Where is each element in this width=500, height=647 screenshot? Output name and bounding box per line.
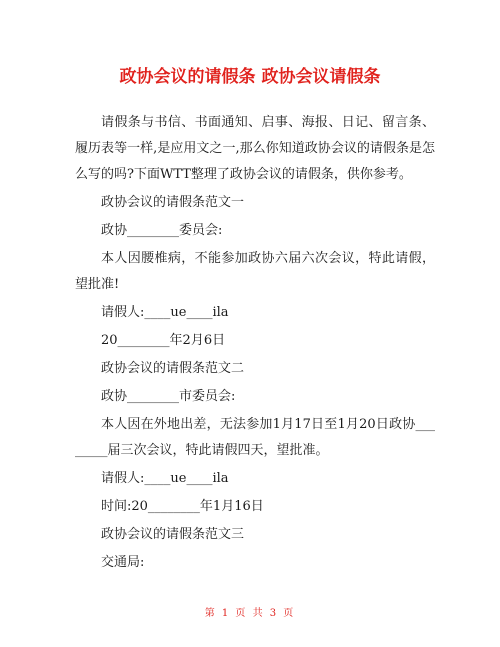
paragraph-sample-1-salutation: 政协________委员会: xyxy=(101,223,223,238)
paragraph-sample-2-signer: 请假人:____ue____ila xyxy=(101,471,229,486)
paragraph-sample-2-salutation: 政协________市委员会: xyxy=(101,389,236,404)
paragraph-sample-3-heading: 政协会议的请假条范文三 xyxy=(101,527,245,542)
paragraph-sample-2-body: 本人因在外地出差，无法参加1月17日至1月20日政协________届三次会议，特此请假四天，望批准。 xyxy=(75,417,435,458)
page-footer: 第 1 页 共 3 页 xyxy=(204,608,296,619)
paragraph-sample-1-body: 本人因腰椎病，不能参加政协六届六次会议，特此请假，望批准! xyxy=(75,251,435,292)
paragraph-sample-1-date: 20________年2月6日 xyxy=(101,333,226,348)
paragraph-sample-2-date: 时间:20________年1月16日 xyxy=(101,499,264,514)
paragraph-sample-1-signer: 请假人:____ue____ila xyxy=(101,305,229,320)
document-body xyxy=(75,110,435,576)
paragraph-sample-1-heading: 政协会议的请假条范文一 xyxy=(101,195,245,210)
paragraph-sample-2-heading: 政协会议的请假条范文二 xyxy=(101,361,245,376)
paragraph-intro: 请假条与书信、书面通知、启事、海报、日记、留言条、履历表等一样,是应用文之一,那么你知道政协会议的请假条是怎么写的吗?下面WTT整理了政协会议的请假条，供你参考。 xyxy=(75,115,435,182)
page-title: 政协会议的请假条 政协会议请假条 xyxy=(119,67,381,87)
paragraph-sample-3-salutation: 交通局: xyxy=(101,555,145,570)
